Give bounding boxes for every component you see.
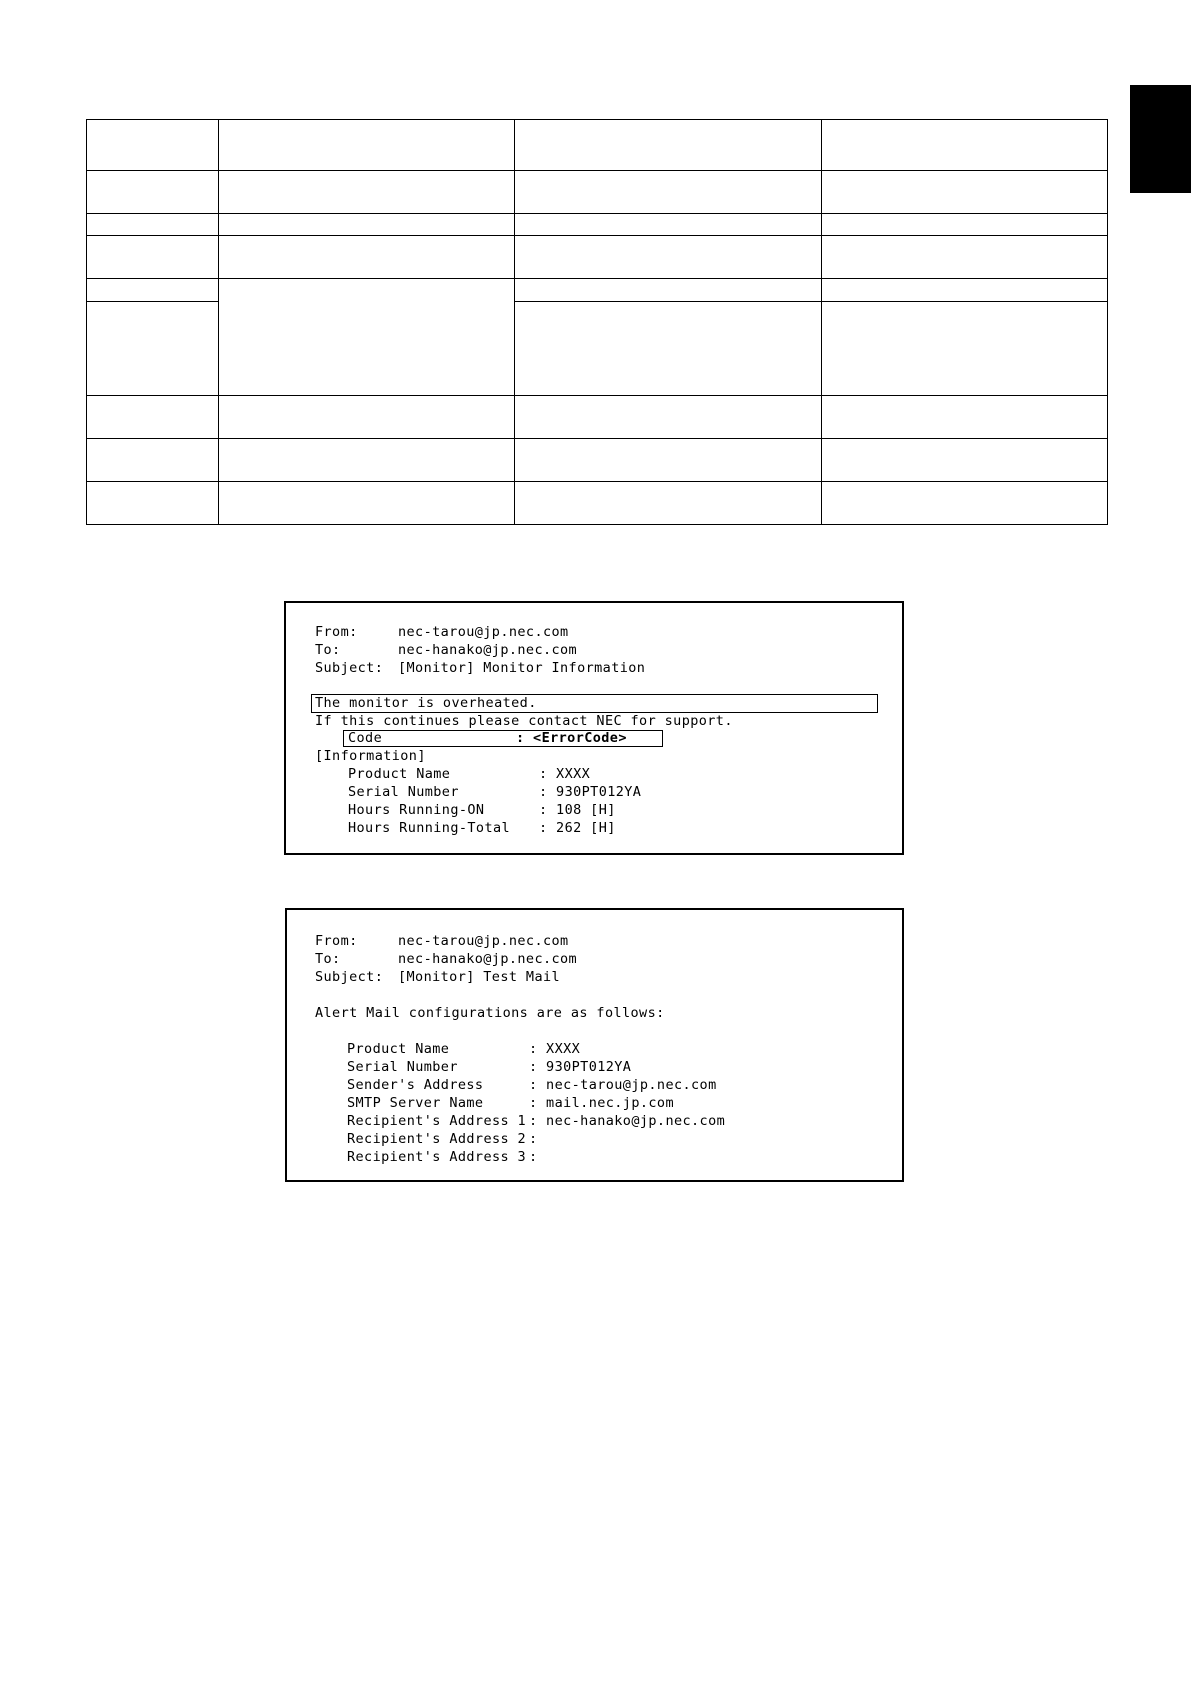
table-row xyxy=(87,120,1108,171)
table-cell-merged xyxy=(219,279,515,395)
field-label: Sender's Address xyxy=(347,1077,484,1093)
mail-message: The monitor is overheated. xyxy=(315,695,537,711)
table-cell xyxy=(515,438,822,481)
table-cell xyxy=(515,481,822,524)
table-cell xyxy=(87,395,219,438)
test-mail-example xyxy=(285,908,904,1182)
table-row xyxy=(87,279,1108,302)
table-cell xyxy=(822,236,1108,279)
table-cell xyxy=(219,395,515,438)
field-label: Recipient's Address 3 xyxy=(347,1149,527,1165)
table-cell xyxy=(87,120,219,171)
field-value: : mail.nec.jp.com xyxy=(529,1095,674,1111)
table-cell xyxy=(822,120,1108,171)
table-row xyxy=(87,438,1108,481)
field-value: : 930PT012YA xyxy=(529,1059,632,1075)
table-cell xyxy=(219,120,515,171)
table-cell xyxy=(515,279,822,302)
info-header: [Information] xyxy=(315,748,426,764)
field-value: : 108 [H] xyxy=(539,802,616,818)
table-cell xyxy=(822,438,1108,481)
subject-value: [Monitor] Monitor Information xyxy=(398,660,646,676)
table-cell xyxy=(219,171,515,214)
table-cell xyxy=(87,214,219,236)
field-label: Serial Number xyxy=(348,784,459,800)
table-cell xyxy=(219,214,515,236)
subject-label: Subject: xyxy=(315,969,384,985)
field-value: : nec-tarou@jp.nec.com xyxy=(529,1077,717,1093)
field-value: : xyxy=(529,1131,538,1147)
table-cell xyxy=(515,171,822,214)
from-value: nec-tarou@jp.nec.com xyxy=(398,933,569,949)
field-value: : 930PT012YA xyxy=(539,784,642,800)
table-row xyxy=(87,171,1108,214)
field-value: : XXXX xyxy=(529,1041,581,1057)
to-label: To: xyxy=(315,951,341,967)
table-cell xyxy=(822,214,1108,236)
table-cell xyxy=(515,395,822,438)
alert-mail-example xyxy=(284,601,904,855)
subject-label: Subject: xyxy=(315,660,384,676)
table-cell xyxy=(219,481,515,524)
field-label: Serial Number xyxy=(347,1059,458,1075)
from-label: From: xyxy=(315,624,358,640)
subject-value: [Monitor] Test Mail xyxy=(398,969,561,985)
table-row xyxy=(87,481,1108,524)
field-label: Recipient's Address 2 xyxy=(347,1131,527,1147)
to-label: To: xyxy=(315,642,341,658)
mail-intro: Alert Mail configurations are as follows: xyxy=(315,1005,665,1021)
table-cell xyxy=(515,214,822,236)
table-row xyxy=(87,395,1108,438)
from-value: nec-tarou@jp.nec.com xyxy=(398,624,569,640)
support-text: If this continues please contact NEC for support. xyxy=(315,713,733,729)
table-row xyxy=(87,214,1108,236)
table-cell xyxy=(87,481,219,524)
table-cell xyxy=(822,171,1108,214)
table-cell xyxy=(87,279,219,302)
table-cell xyxy=(87,236,219,279)
section-tab-marker xyxy=(1130,85,1191,193)
field-value: : 262 [H] xyxy=(539,820,616,836)
field-value: : nec-hanako@jp.nec.com xyxy=(529,1113,726,1129)
table-cell xyxy=(822,395,1108,438)
code-value: : <ErrorCode> xyxy=(516,730,627,746)
field-value: : XXXX xyxy=(539,766,591,782)
field-label: SMTP Server Name xyxy=(347,1095,484,1111)
table-cell xyxy=(515,236,822,279)
table-cell xyxy=(822,279,1108,302)
table-cell xyxy=(515,302,822,395)
field-label: Product Name xyxy=(347,1041,450,1057)
code-label: Code xyxy=(348,730,383,746)
table-row xyxy=(87,236,1108,279)
table-cell xyxy=(219,438,515,481)
to-value: nec-hanako@jp.nec.com xyxy=(398,951,578,967)
table-cell xyxy=(822,481,1108,524)
table-cell xyxy=(515,120,822,171)
table-cell xyxy=(219,236,515,279)
field-value: : xyxy=(529,1149,538,1165)
table-cell xyxy=(87,438,219,481)
field-label: Hours Running-Total xyxy=(348,820,511,836)
field-label: Hours Running-ON xyxy=(348,802,485,818)
to-value: nec-hanako@jp.nec.com xyxy=(398,642,578,658)
table-cell xyxy=(822,302,1108,395)
settings-table xyxy=(86,119,1108,525)
table-cell xyxy=(87,171,219,214)
table-cell xyxy=(87,302,219,395)
field-label: Recipient's Address 1 xyxy=(347,1113,527,1129)
from-label: From: xyxy=(315,933,358,949)
field-label: Product Name xyxy=(348,766,451,782)
